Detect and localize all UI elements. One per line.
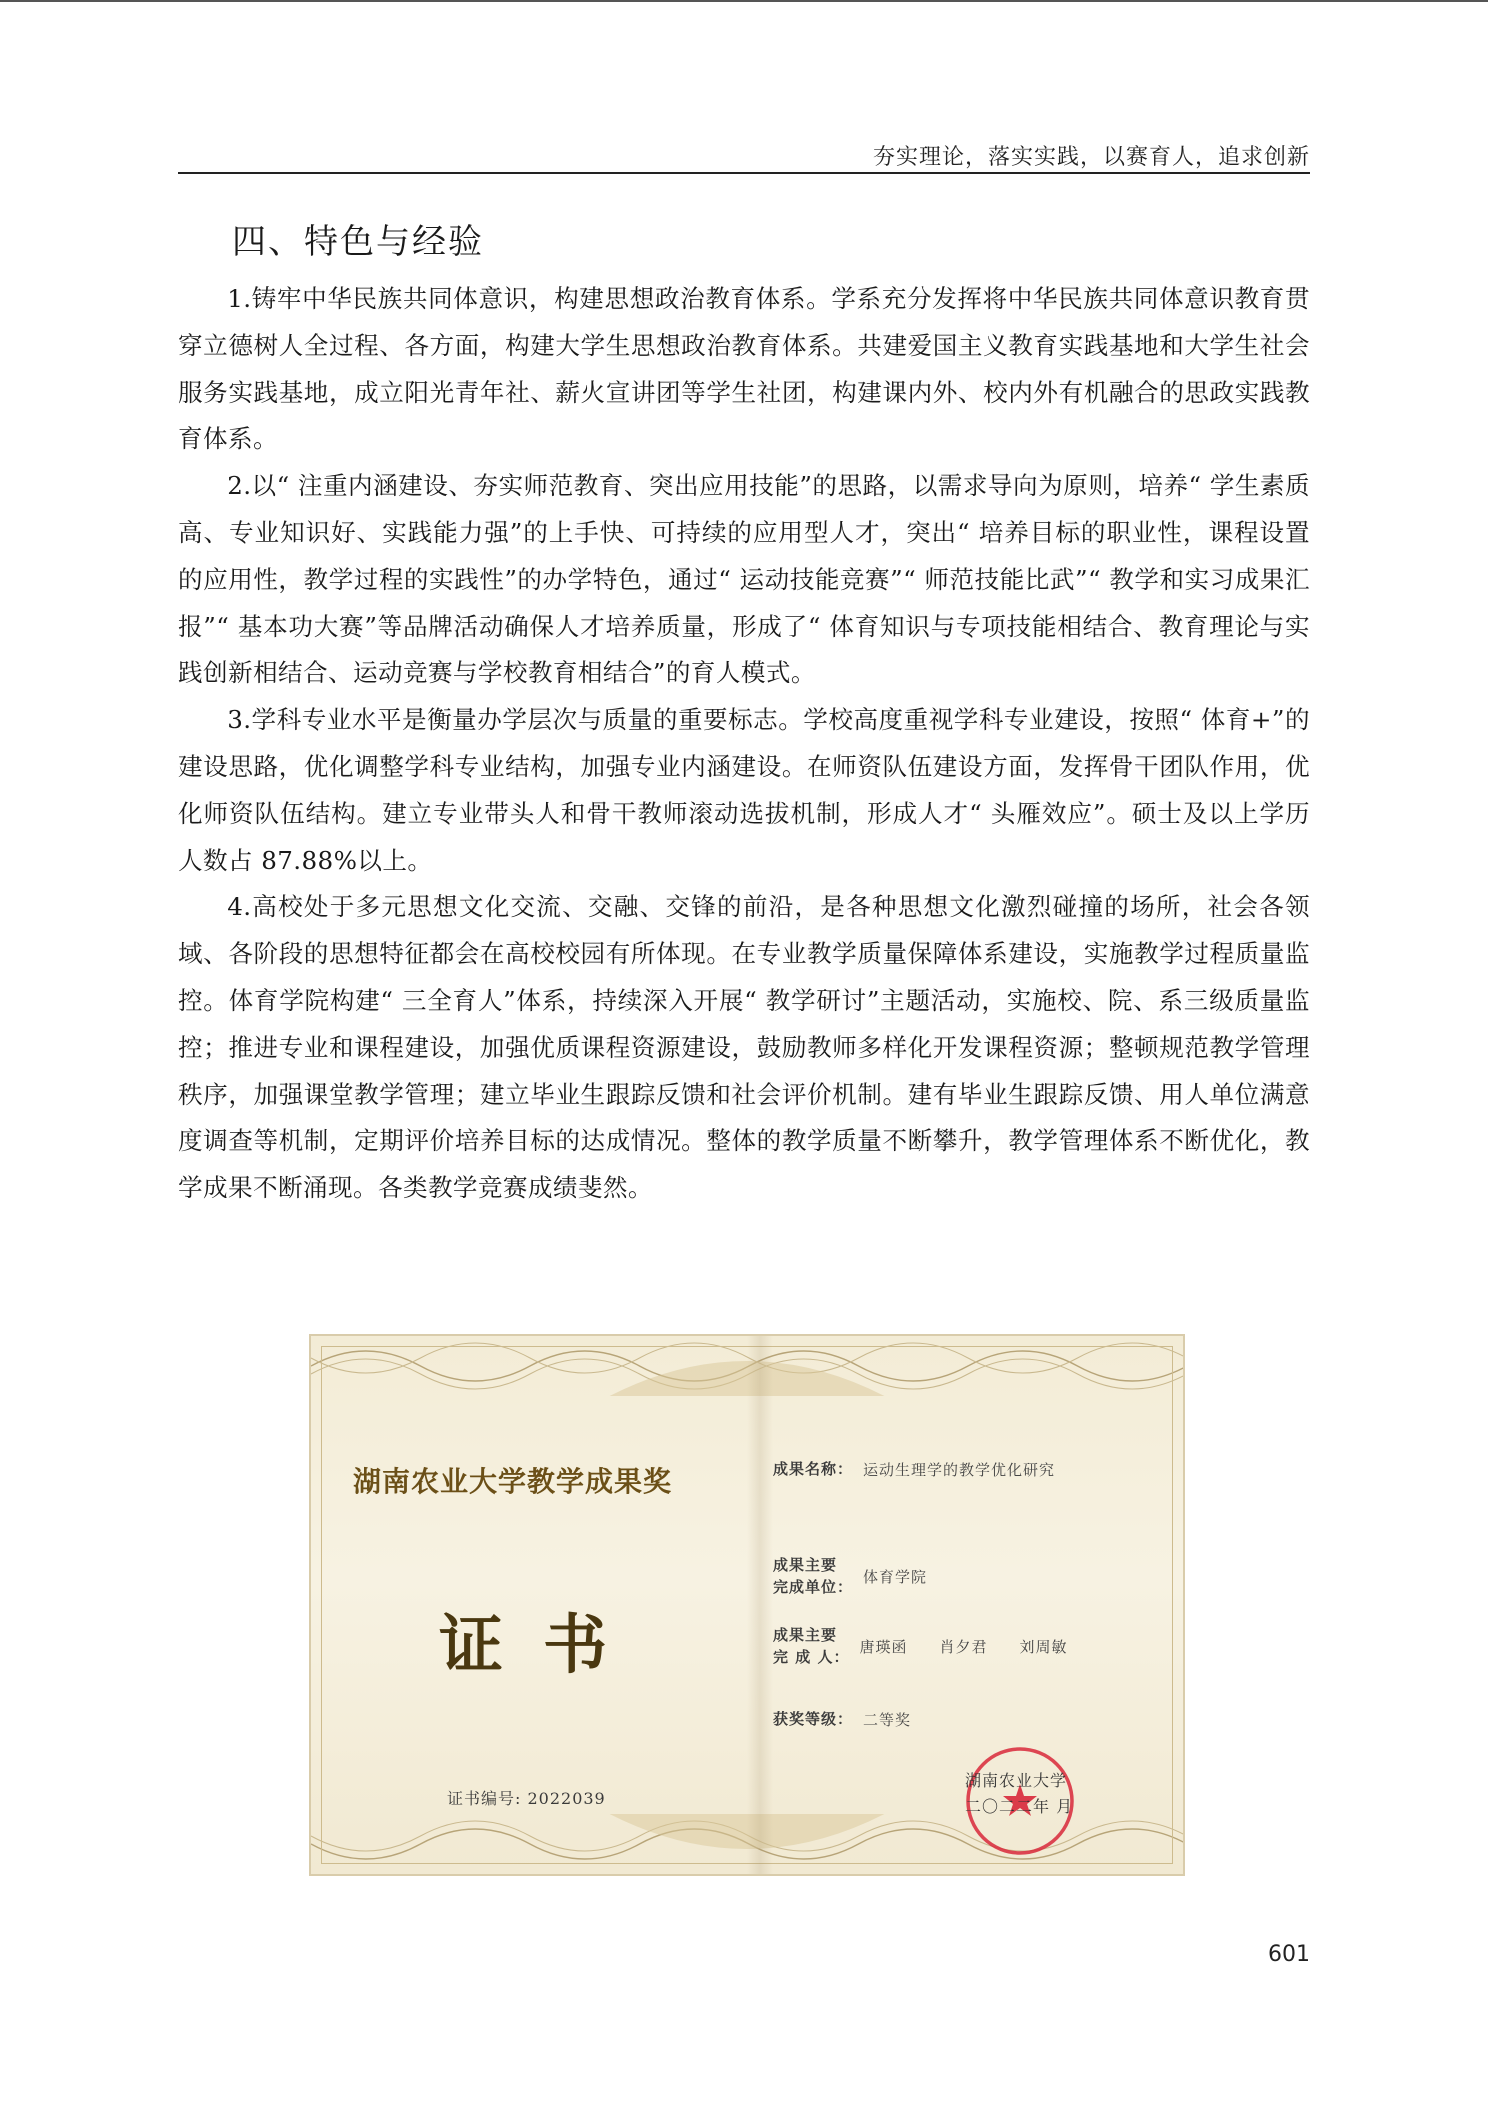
paragraph-1: 1.铸牢中华民族共同体意识，构建思想政治教育体系。学系充分发挥将中华民族共同体意识教育贯穿立德树人全过程、各方面，构建大学生思想政治教育体系。共建爱国主义教育实践基地和大学生社会服务实践基地，成立阳光青年社、薪火宣讲团等学生社团，构建课内外、校内外有机融合的思政实践教育体系。: [178, 284, 1310, 454]
award-certificate-image: [309, 1334, 1185, 1876]
certificate-unit: [773, 1554, 927, 1598]
certificate-award-level: [773, 1708, 911, 1730]
award-level-label: 获奖等级：: [773, 1710, 854, 1728]
people-values: [859, 1636, 1099, 1657]
section-title: 四、特色与经验: [232, 222, 484, 262]
certificate-people: [773, 1624, 1100, 1668]
page-top-border: [0, 0, 1488, 2]
award-level-value: 二等奖: [863, 1710, 912, 1729]
person-name: 刘周敏: [1019, 1637, 1068, 1656]
paragraph-4: 4.高校处于多元思想文化交流、交融、交锋的前沿，是各种思想文化激烈碰撞的场所，社会各领域、各阶段的思想特征都会在高校校园有所体现。在专业教学质量保障体系建设，实施教学过程质量监控。体育学院构建“ 三全育人”体系，持续深入开展“ 教学研讨”主题活动，实施校、院、系三级质量监控；推进专业和课程建设，加强优质课程资源建设，鼓励教师多样化开发课程资源；整顿规范教学管理秩序，加强课堂教学管理；建立毕业生跟踪反馈和社会评价机制。建有毕业生跟踪反馈、用人单位满意度调查等机制，定期评价培养目标的达成情况。整体的教学质量不断攀升，教学管理体系不断优化，教学成果不断涌现。各类教学竞赛成绩斐然。: [178, 892, 1310, 1203]
people-label: 成果主要 完 成 人：: [773, 1626, 850, 1666]
running-header: 夯实理论，落实实践，以赛育人，追求创新: [872, 145, 1310, 170]
certificate-fold: [747, 1336, 773, 1874]
paragraph-2: 2.以“ 注重内涵建设、夯实师范教育、突出应用技能”的思路，以需求导向为原则，培养“ 学生素质高、专业知识好、实践能力强”的上手快、可持续的应用型人才，突出“ 培养目标的职业性，课程设置的应用性，教学过程的实践性”的办学特色，通过“ 运动技能竞赛”“ 师范技能比武”“ 教学和实习成果汇报”“ 基本功大赛”等品牌活动确保人才培养质量，形成了“ 体育知识与专项技能相结合、教育理论与实践创新相结合、运动竞赛与学校教育相结合”的育人模式。: [178, 471, 1310, 688]
person-name: 唐瑛函: [859, 1637, 908, 1656]
achievement-name-value: 运动生理学的教学优化研究: [863, 1460, 1056, 1479]
certificate-date: 二〇二二年 月: [965, 1797, 1074, 1816]
certificate-achievement-name: [773, 1458, 1055, 1480]
unit-label: 成果主要 完成单位：: [773, 1556, 854, 1596]
header-rule: [178, 172, 1310, 174]
paragraph-3: 3.学科专业水平是衡量办学层次与质量的重要标志。学校高度重视学科专业建设，按照“ 体育+”的建设思路，优化调整学科专业结构，加强专业内涵建设。在师资队伍建设方面，发挥骨干团队作用，优化师资队伍结构。建立专业带头人和骨干教师滚动选拔机制，形成人才“ 头雁效应”。硕士及以上学历人数占 87.88%以上。: [178, 705, 1310, 875]
certificate-award-title: 湖南农业大学教学成果奖: [353, 1465, 673, 1498]
certificate-number: 证书编号: 2022039: [447, 1789, 606, 1808]
section-body: [178, 276, 1310, 1212]
page-number: 601: [1268, 1942, 1310, 1967]
person-name: 肖夕君: [939, 1637, 988, 1656]
achievement-name-label: 成果名称：: [773, 1460, 854, 1478]
unit-value: 体育学院: [863, 1567, 928, 1586]
certificate-issuer: 湖南农业大学: [965, 1771, 1068, 1790]
certificate-big-title: 证书: [439, 1608, 647, 1683]
